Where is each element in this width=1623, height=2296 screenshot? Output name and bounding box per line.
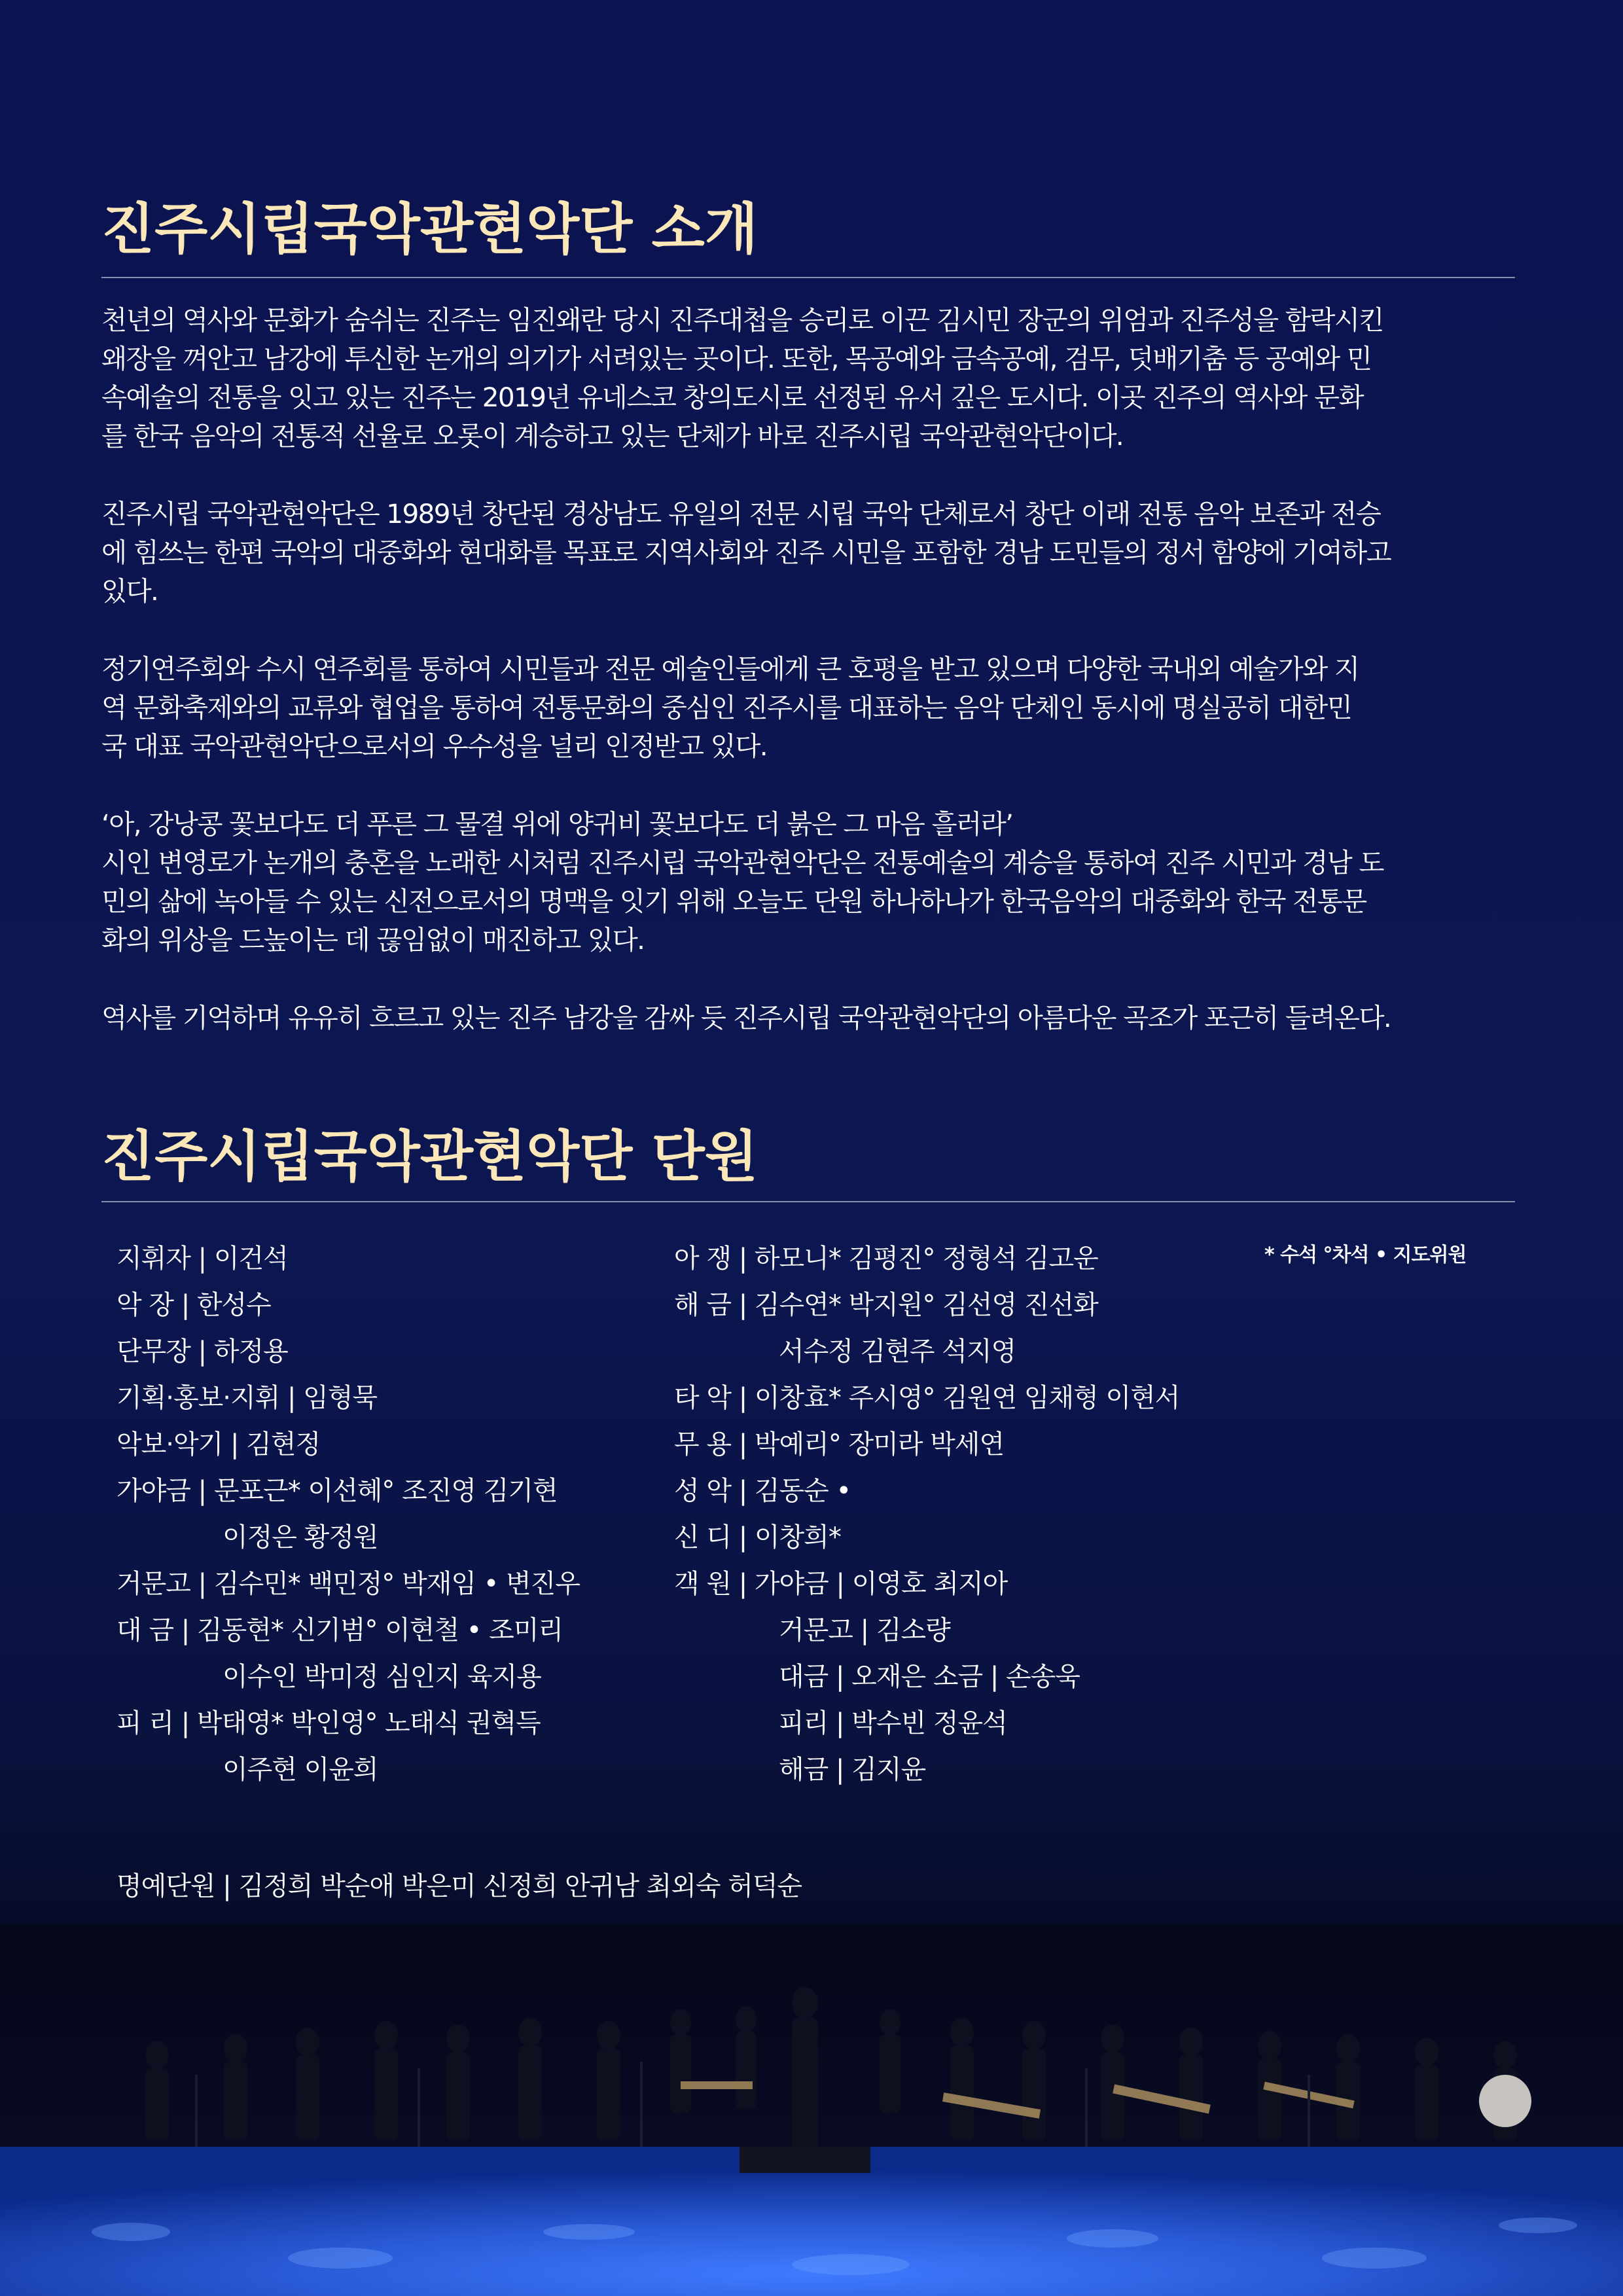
member-row: 객 원 | 가야금 | 이영호 최지아 xyxy=(674,1569,1008,1599)
member-row: 아 쟁 | 하모니* 김평진° 정형석 김고운 xyxy=(674,1244,1098,1274)
members-left-column xyxy=(116,1236,580,1793)
members-divider xyxy=(101,1201,1515,1202)
member-row: 해 금 | 김수연* 박지원° 김선영 진선화 xyxy=(674,1290,1098,1320)
intro-title: 진주시립국악관현악단 소개 xyxy=(101,197,758,261)
member-row: 가야금 | 문포근* 이선혜° 조진영 김기현 xyxy=(116,1476,558,1506)
intro-paragraph-2: 진주시립 국악관현악단은 1989년 창단된 경상남도 유일의 전문 시립 국악 단체로서 창단 이래 전통 음악 보존과 전승 에 힘쓰는 한편 국악의 대중화와 현대화를 목표로 지역사회와 진주 시민을 포함한 경남 도민들의 정서 함양에 기여하고 있다. xyxy=(101,498,1391,607)
member-row: 이정은 황정원 xyxy=(223,1522,378,1552)
member-row: 타 악 | 이창효* 주시영° 김원연 임채형 이현서 xyxy=(674,1383,1180,1413)
intro-paragraph-5: 역사를 기억하며 유유히 흐르고 있는 진주 남강을 감싸 듯 진주시립 국악관현악단의 아름다운 곡조가 포근히 들려온다. xyxy=(101,1002,1391,1033)
member-row: 서수정 김현주 석지영 xyxy=(779,1336,1016,1367)
member-row: 지휘자 | 이건석 xyxy=(116,1244,288,1274)
member-row: 이주현 이윤희 xyxy=(223,1755,378,1785)
intro-paragraph-3: 정기연주회와 수시 연주회를 통하여 시민들과 전문 예술인들에게 큰 호평을 받고 있으며 다양한 국내외 예술가와 지 역 문화축제와의 교류와 협업을 통하여 전통문화의 중심인 진주시를 대표하는 음악 단체인 동시에 명실공히 대한민 국 대표 국악관현악단으로서의 우수성을 널리 인정받고 있다. xyxy=(101,653,1359,762)
intro-paragraph-4: ‘아, 강낭콩 꽃보다도 더 푸른 그 물결 위에 양귀비 꽃보다도 더 붉은 그 마음 흘러라’ 시인 변영로가 논개의 충혼을 노래한 시처럼 진주시립 국악관현악단은 전통예술의 계승을 통하여 진주 시민과 경남 도 민의 삶에 녹아들 수 있는 신전으로서의 명맥을 잇기 위해 오늘도 단원 하나하나가 한국음악의 대중화와 한국 전통문 화의 위상을 드높이는 데 끊임없이 매진하고 있다. xyxy=(101,808,1383,956)
member-row: 해금 | 김지윤 xyxy=(779,1755,926,1785)
intro-text xyxy=(101,301,1518,1077)
honorary-members: 명예단원 | 김정희 박순애 박은미 신정희 안귀남 최외숙 허덕순 xyxy=(116,1871,802,1901)
members-right-column xyxy=(674,1236,1179,1793)
member-row: 무 용 | 박예리° 장미라 박세연 xyxy=(674,1429,1005,1460)
member-row: 거문고 | 김소량 xyxy=(779,1615,950,1645)
intro-divider xyxy=(101,277,1515,278)
member-row: 이수인 박미정 심인지 육지용 xyxy=(223,1662,541,1692)
member-row: 피리 | 박수빈 정윤석 xyxy=(779,1708,1007,1738)
member-row: 악 장 | 한성수 xyxy=(116,1290,271,1320)
member-row: 대금 | 오재은 소금 | 손송욱 xyxy=(779,1662,1080,1692)
intro-paragraph-1: 천년의 역사와 문화가 숨쉬는 진주는 임진왜란 당시 진주대첩을 승리로 이끈 김시민 장군의 위엄과 진주성을 함락시킨 왜장을 껴안고 남강에 투신한 논개의 의기가 서려있는 곳이다. 또한, 목공예와 금속공예, 검무, 덧배기춤 등 공예와 민 속예술의 전통을 잇고 있는 진주는 2019년 유네스코 창의도시로 선정된 유서 깊은 도시다. 이곳 진주의 역사와 문화 를 한국 음악의 전통적 선율로 오롯이 계승하고 있는 단체가 바로 진주시립 국악관현악단이다. xyxy=(101,304,1383,452)
member-row: 성 악 | 김동순 • xyxy=(674,1476,851,1506)
member-row: 악보·악기 | 김현정 xyxy=(116,1429,321,1460)
member-row: 대 금 | 김동현* 신기범° 이현철 • 조미리 xyxy=(116,1615,563,1645)
member-row: 기획·홍보·지휘 | 임형묵 xyxy=(116,1383,378,1413)
member-row: 거문고 | 김수민* 백민정° 박재임 • 변진우 xyxy=(116,1569,580,1599)
member-row: 신 디 | 이창희* xyxy=(674,1522,841,1552)
members-title: 진주시립국악관현악단 단원 xyxy=(101,1124,758,1189)
rank-legend: * 수석 °차석 • 지도위원 xyxy=(1264,1244,1467,1266)
orchestra-performance-photo xyxy=(0,1924,1623,2296)
member-row: 단무장 | 하정용 xyxy=(116,1336,288,1367)
member-row: 피 리 | 박태영* 박인영° 노태식 권혁득 xyxy=(116,1708,541,1738)
